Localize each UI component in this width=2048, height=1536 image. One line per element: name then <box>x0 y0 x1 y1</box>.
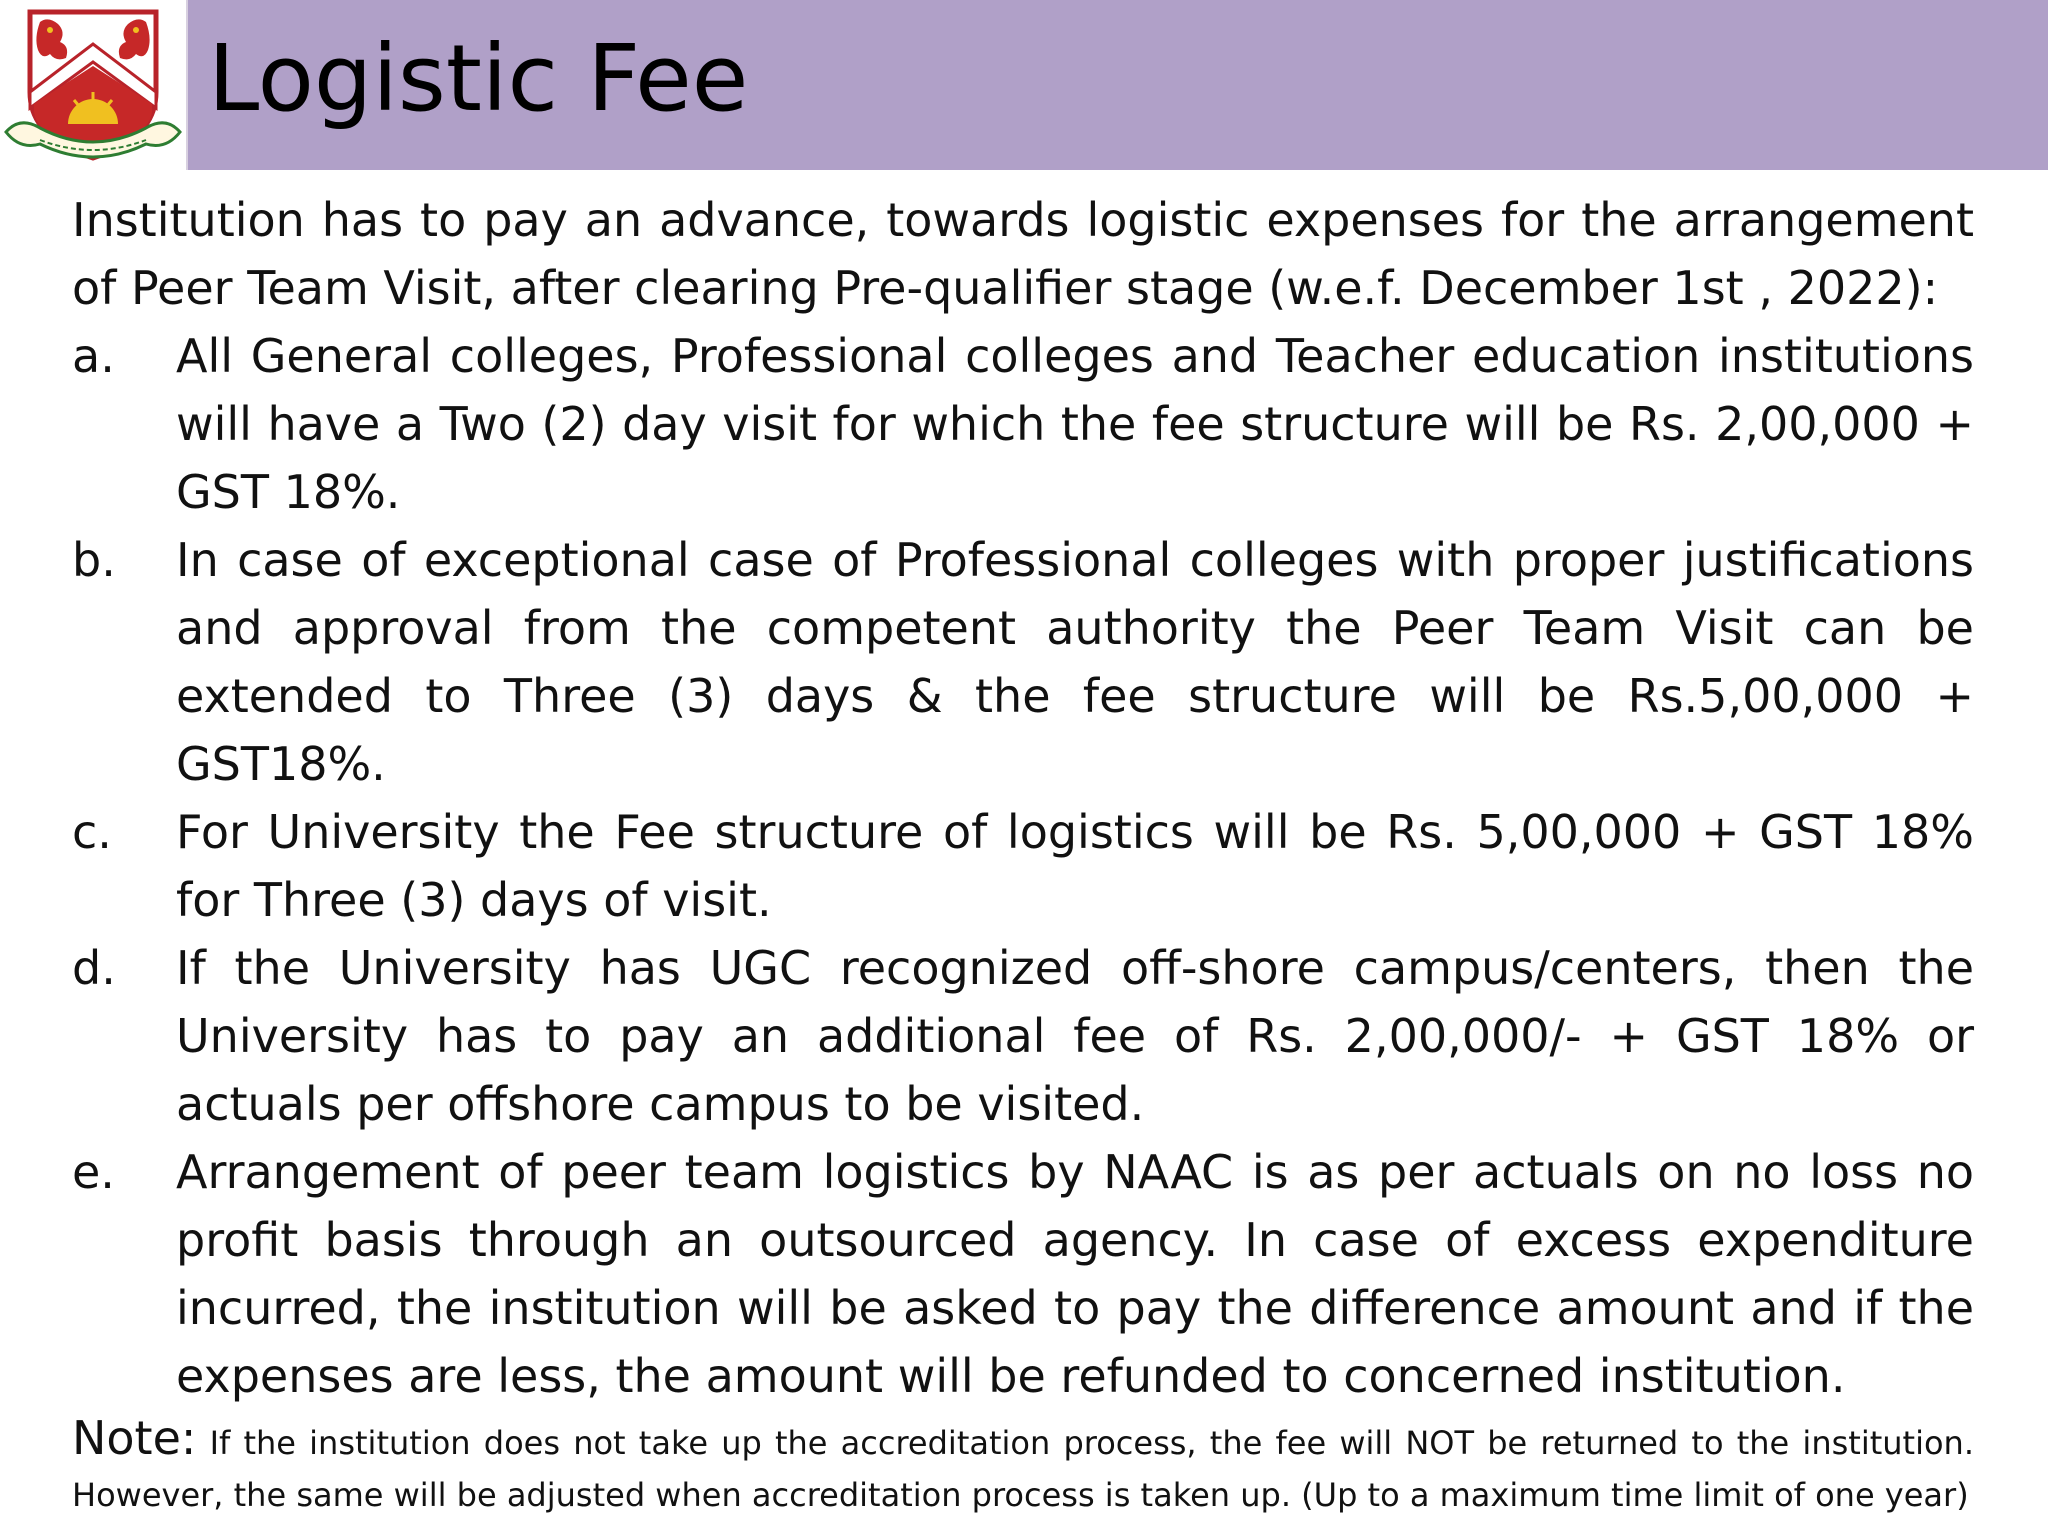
intro-paragraph: Institution has to pay an advance, towards logistic expenses for the arrangement of Peer Team Visit, after clearing Pre-qualifier stage (w.e.f. December 1st , 2022): <box>72 193 1974 315</box>
list-item-text: In case of exceptional case of Professional colleges with proper justifications and approval from the competent authority the Peer Team Visit can be extended to Three (3) days & the fee structure will be Rs.5,00,000 + GST18%. <box>176 533 1974 791</box>
list-item <box>72 526 1974 798</box>
note-paragraph <box>72 1412 1974 1521</box>
list-item-text: For University the Fee structure of logistics will be Rs. 5,00,000 + GST 18% for Three (3) days of visit. <box>176 805 1974 927</box>
fee-item-list <box>72 322 1974 1410</box>
note-label: Note: <box>72 1411 197 1465</box>
list-item <box>72 798 1974 934</box>
note-text: If the institution does not take up the accreditation process, the fee will NOT be returned to the institution. However, the same will be adjusted when accreditation process is taken up. (Up to a maximum time limit of one year) <box>72 1424 1975 1514</box>
list-item-text: All General colleges, Professional colleges and Teacher education institutions will have a Two (2) day visit for which the fee structure will be Rs. 2,00,000 + GST 18%. <box>176 329 1974 519</box>
list-item <box>72 322 1974 526</box>
page-title: Logistic Fee <box>208 25 749 132</box>
list-item-text: Arrangement of peer team logistics by NAAC is as per actuals on no loss no profit basis through an outsourced agency. In case of excess expenditure incurred, the institution will be asked to pay the difference amount and if the expenses are less, the amount will be refunded to concerned institution. <box>176 1145 1974 1403</box>
logo-area <box>0 0 188 170</box>
list-item-marker: a. <box>72 329 115 383</box>
slide-content <box>72 186 1975 1514</box>
list-item-marker: b. <box>72 533 116 587</box>
crest-logo-icon <box>0 0 186 170</box>
list-item-marker: d. <box>72 941 116 995</box>
list-item <box>72 934 1974 1138</box>
list-item-marker: c. <box>72 805 112 859</box>
list-item-text: If the University has UGC recognized off-shore campus/centers, then the University has to pay an additional fee of Rs. 2,00,000/- + GST 18% or actuals per offshore campus to be visited. <box>176 941 1974 1131</box>
list-item <box>72 1138 1974 1410</box>
list-item-marker: e. <box>72 1145 115 1199</box>
